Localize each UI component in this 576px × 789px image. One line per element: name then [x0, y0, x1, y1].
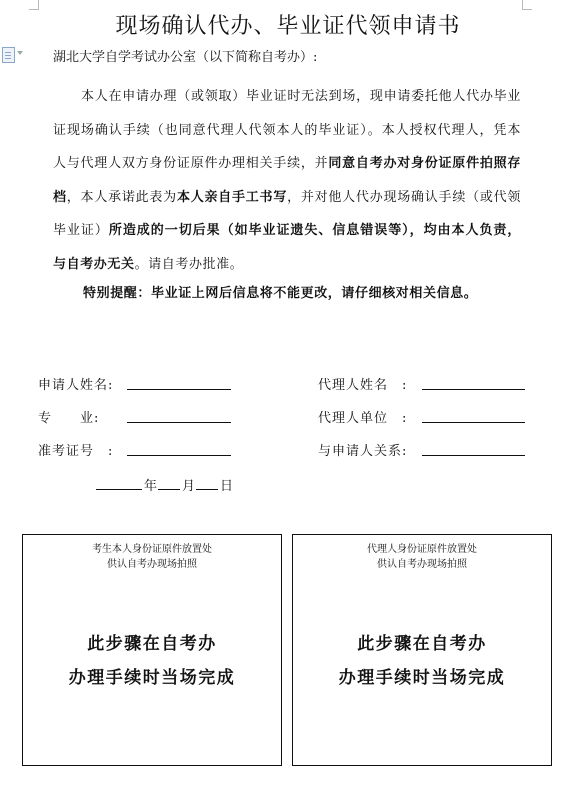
year-label: 年 — [144, 479, 158, 494]
salutation: 湖北大学自学考试办公室（以下简称自考办）: — [53, 50, 318, 65]
box-instruction-line-1: 此步骤在自考办 — [357, 634, 487, 654]
agent-unit-field[interactable] — [422, 421, 525, 423]
box-caption-line-2: 供认自考办现场拍照 — [107, 559, 197, 570]
box-caption-line-2: 供认自考办现场拍照 — [377, 559, 467, 570]
month-field[interactable] — [158, 488, 180, 490]
agent-id-card-box — [292, 534, 552, 766]
box-instruction — [23, 627, 281, 695]
page-title: 现场确认代办、毕业证代领申请书 — [115, 14, 461, 39]
relation-label: 与申请人关系: — [318, 444, 408, 459]
body-text-4: 。请自考办批准。 — [134, 256, 244, 272]
box-caption-line-1: 考生本人身份证原件放置处 — [92, 544, 212, 555]
major-label: 专 业: — [38, 411, 100, 426]
box-instruction-line-2: 办理手续时当场完成 — [68, 668, 236, 688]
document-icon[interactable] — [2, 47, 15, 63]
chevron-down-icon[interactable] — [17, 51, 23, 55]
applicant-id-card-box — [22, 534, 282, 766]
agent-name-field[interactable] — [422, 388, 525, 390]
relation-field[interactable] — [422, 454, 525, 456]
box-instruction-line-1: 此步骤在自考办 — [87, 634, 217, 654]
exam-id-field[interactable] — [127, 454, 231, 456]
box-caption — [23, 542, 281, 572]
year-field[interactable] — [96, 488, 142, 490]
applicant-name-field[interactable] — [127, 388, 231, 390]
body-bold-2: 本人亲自手工书写 — [176, 189, 288, 205]
applicant-name-label: 申请人姓名: — [38, 378, 114, 393]
box-instruction — [293, 627, 551, 695]
body-text-3: ，并对他人代办现场确认手续（或代领毕业证） — [53, 189, 521, 238]
month-label: 月 — [182, 479, 196, 494]
body-text-1: 本人在申请办理（或领取）毕业证时无法到场，现申请委托他人代办毕业证现场确认手续（也同意代理人代领本人的毕业证）。本人授权代理人，凭本人与代理人双方身份证原件办理相关手续，并 — [53, 89, 521, 171]
day-field[interactable] — [196, 488, 218, 490]
agent-unit-label: 代理人单位 : — [318, 411, 408, 426]
box-caption-line-1: 代理人身份证原件放置处 — [367, 544, 477, 555]
body-text-2: ，本人承诺此表为 — [66, 189, 177, 205]
body-bold-1: 同意自考办对身份证原件拍照存档 — [53, 156, 521, 205]
major-field[interactable] — [127, 421, 231, 423]
agent-name-label: 代理人姓名 : — [318, 378, 408, 393]
exam-id-label: 准考证号 : — [38, 444, 114, 459]
box-instruction-line-2: 办理手续时当场完成 — [338, 668, 506, 688]
special-reminder: 特别提醒：毕业证上网后信息将不能更改，请仔细核对相关信息。 — [83, 286, 478, 301]
application-body — [53, 80, 521, 281]
box-caption — [293, 542, 551, 572]
body-bold-3: 所造成的一切后果（如毕业证遗失、信息错误等），均由本人负责，与自考办无关 — [53, 223, 521, 272]
day-label: 日 — [220, 479, 234, 494]
